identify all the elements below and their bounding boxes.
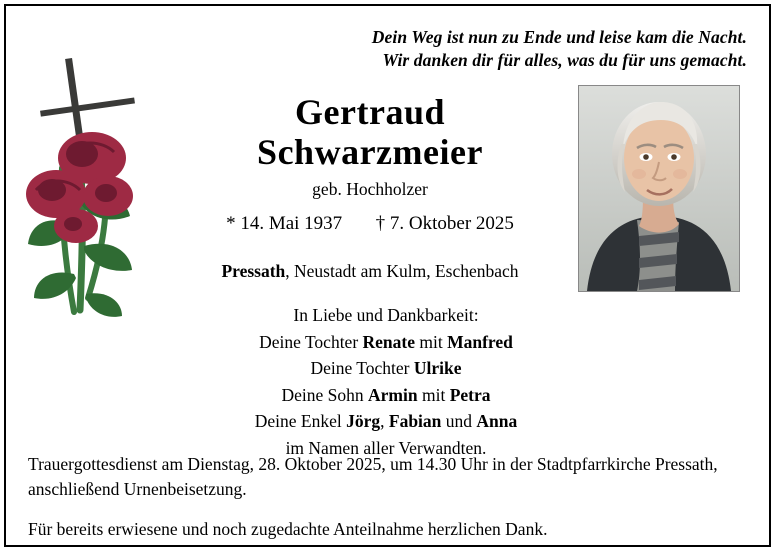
family-line-3-pre: Deine Sohn xyxy=(281,384,369,405)
family-line-2 xyxy=(196,355,576,382)
family-block xyxy=(196,302,576,462)
family-line-5: im Namen aller Verwandten. xyxy=(285,437,487,458)
motto-block xyxy=(372,26,747,72)
last-name: Schwarzmeier xyxy=(257,132,483,173)
life-dates xyxy=(170,213,570,235)
motto-line-1: Dein Weg ist nun zu Ende und leise kam die Nacht. xyxy=(371,27,747,47)
places-secondary: , Neustadt am Kulm, Eschenbach xyxy=(285,260,519,281)
family-line-4-name-3: Anna xyxy=(476,411,518,432)
first-name: Gertraud xyxy=(295,92,445,132)
roses-icon xyxy=(26,132,133,317)
family-line-3-mid: mit xyxy=(417,384,450,405)
family-line-4-post: und xyxy=(441,411,477,432)
family-line-1-pre: Deine Tochter xyxy=(259,331,363,352)
family-line-4-pre: Deine Enkel xyxy=(254,411,347,432)
family-line-3-name-2: Petra xyxy=(449,384,491,405)
family-line-2-name-1: Ulrike xyxy=(413,358,462,379)
places xyxy=(170,261,570,282)
family-line-4 xyxy=(196,408,576,435)
portrait-photo xyxy=(578,85,740,292)
place-primary: Pressath xyxy=(221,260,286,281)
family-line-2-pre: Deine Tochter xyxy=(310,358,414,379)
family-line-1-name-1: Renate xyxy=(362,331,416,352)
family-line-1 xyxy=(196,329,576,356)
service-paragraph-2: Für bereits erwiesene und noch zugedachte Anteilnahme herzlichen Dank. xyxy=(28,518,548,539)
family-line-4-name-1: Jörg xyxy=(346,411,381,432)
family-intro: In Liebe und Dankbarkeit: xyxy=(293,305,479,325)
motto-line-2: Wir danken dir für alles, was du für uns gemacht. xyxy=(382,50,747,71)
maiden-name: geb. Hochholzer xyxy=(312,178,428,199)
service-info xyxy=(28,452,744,542)
family-line-3-name-1: Armin xyxy=(368,384,418,405)
name-block xyxy=(170,92,570,282)
death-date: † 7. Oktober 2025 xyxy=(375,212,514,234)
birth-date: * 14. Mai 1937 xyxy=(226,212,343,234)
family-line-1-name-2: Manfred xyxy=(447,331,513,352)
family-line-1-mid: mit xyxy=(415,331,448,352)
service-paragraph-1: Trauergottesdienst am Dienstag, 28. Oktober 2025, um 14.30 Uhr in der Stadtpfarrkirche Pressath, anschließend Urnenbeisetzung. xyxy=(28,454,718,500)
family-line-4-mid: , xyxy=(380,411,389,432)
family-line-4-name-2: Fabian xyxy=(388,411,442,432)
family-line-3 xyxy=(196,382,576,409)
